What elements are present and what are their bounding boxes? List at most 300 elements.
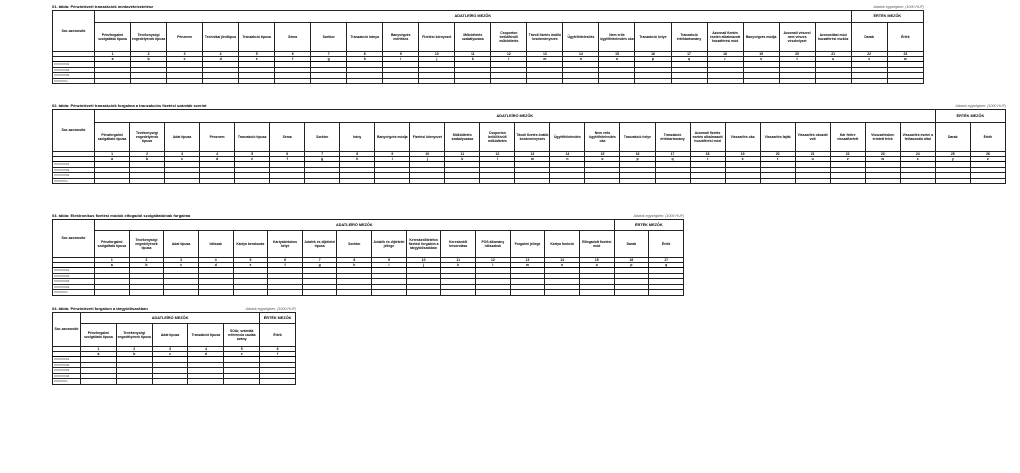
table-cell[interactable] [649,290,684,296]
column-letter: d [188,352,224,357]
column-header: Tevékenységi engedélyének típusa [116,324,152,347]
table-cell[interactable] [815,78,851,84]
column-number: 23 [887,52,923,57]
column-header: Tevékenységi engedélyének típusa [130,123,165,152]
column-number: 5 [224,347,260,352]
table-cell[interactable] [260,379,296,385]
column-header: Csoporton belüli/kívüli működtetés [480,123,515,152]
column-number: 1 [95,52,131,57]
row-id: XXXXXX03 [53,173,95,179]
column-number: 17 [671,52,707,57]
column-number: 19 [743,52,779,57]
column-letter: h [337,263,372,268]
column-header: Szektor [337,231,372,258]
row-id: XXXXXXn [53,290,95,296]
column-number: 18 [690,152,725,157]
column-number: 13 [510,258,545,263]
column-header: Jutalék és díjtételei típusa [302,231,337,258]
table-cell[interactable] [599,78,635,84]
table-cell[interactable] [515,178,550,184]
column-header: Tevékenységi engedélyének típusa [131,23,167,52]
column-letter: k [455,57,491,62]
table-cell[interactable] [131,78,167,84]
column-letter: c [167,57,203,62]
column-number: 19 [725,152,760,157]
sor-azonosito-header: Sor-azonosító [53,313,81,347]
table-cell[interactable] [198,290,233,296]
column-letter: p [635,57,671,62]
column-number: 5 [233,258,268,263]
table-cell[interactable] [203,78,239,84]
row-id: XXXXXX02 [53,67,95,73]
report-table [52,219,684,296]
value-group-header: ÉRTÉK MEZŐK [851,11,923,23]
table-04 [52,306,296,385]
column-number: 12 [480,152,515,157]
row-id: XXXXXX01 [53,357,81,363]
column-letter: d [198,263,233,268]
table-cell[interactable] [690,178,725,184]
row-id: XXXXXX03 [53,279,95,285]
column-number: 13 [527,52,563,57]
column-letter: z [970,157,1005,162]
column-letter: g [302,263,337,268]
row-id: XXXXXX04 [53,284,95,290]
table-cell[interactable] [550,178,585,184]
table-cell[interactable] [224,379,260,385]
column-header: POS állomány időszakok [476,231,511,258]
report-table [52,10,924,84]
column-number: 21 [795,152,830,157]
table-cell[interactable] [130,178,165,184]
table-caption: 03. tábla: Elektronikus fizetési módok elfogadói szolgáltatóinak forgalma [52,213,191,218]
column-header: Nem erős ügyfélhitelesítés oka [585,123,620,152]
table-row [53,178,1006,184]
data-group-header: ADATLEÍRÓ MEZŐK [95,11,852,23]
column-number: 8 [340,152,375,157]
column-number: 4 [203,52,239,57]
column-header: Irány [340,123,375,152]
column-number: 3 [167,52,203,57]
column-letter: e [239,57,275,62]
column-number: 5 [239,52,275,57]
column-header: Kereskedőtelefon fizetési forgalom a tárgyidőszakban [406,231,441,258]
column-header: Fizetési környezet [419,23,455,52]
column-letter: s [743,57,779,62]
column-number: 11 [441,258,476,263]
column-header: Pénznem [200,123,235,152]
column-number: 9 [372,258,407,263]
column-number: 10 [406,258,441,263]
table-cell[interactable] [527,78,563,84]
column-letter: c [152,352,188,357]
table-cell[interactable] [707,78,743,84]
column-number: 6 [270,152,305,157]
column-header: Visszaélés esetei a felhasználó által [900,123,935,152]
column-number: 2 [116,347,152,352]
table-cell[interactable] [233,290,268,296]
table-unit-note: Adatok egységben: (1000 HUF) [633,214,684,218]
column-header: Visszaélés okozott volt [795,123,830,152]
table-cell[interactable] [579,290,614,296]
table-cell[interactable] [95,178,130,184]
column-header: Séma [270,123,305,152]
table-cell[interactable] [383,78,419,84]
column-number: 1 [81,347,117,352]
value-group-header: ÉRTÉK MEZŐK [614,220,683,231]
table-cell[interactable] [455,78,491,84]
column-header: Tranzakció típusa [239,23,275,52]
table-cell[interactable] [851,78,887,84]
column-number: 6 [275,52,311,57]
column-letter: h [347,57,383,62]
column-number: 17 [649,258,684,263]
column-number: 12 [491,52,527,57]
column-letter: g [311,57,347,62]
row-id: XXXXXX01 [53,162,95,168]
column-header: Tevékenységi engedélyének típusa [129,231,164,258]
table-cell[interactable] [235,178,270,184]
column-header: Azonnali vészes/ nem vészes vészhelyzet [779,23,815,52]
table-cell[interactable] [116,379,152,385]
table-cell[interactable] [585,178,620,184]
column-letter: a [81,352,117,357]
column-number: 16 [620,152,655,157]
column-number: 20 [760,152,795,157]
report-table [52,109,1006,184]
column-number: 3 [164,258,199,263]
column-number: 14 [550,152,585,157]
column-letter: s [725,157,760,162]
table-cell[interactable] [510,290,545,296]
column-number: 17 [655,152,690,157]
column-number: 4 [200,152,235,157]
column-letter: c [164,263,199,268]
table-cell[interactable] [441,290,476,296]
column-number: 25 [935,152,970,157]
column-letter: h [340,157,375,162]
column-number: 8 [337,258,372,263]
column-header: Pénzforgalmi szolgáltató típusa [95,123,130,152]
table-row [53,290,684,296]
column-letter: r [707,57,743,62]
column-number: 15 [585,152,620,157]
column-letter: b [131,57,167,62]
table-cell[interactable] [635,78,671,84]
column-number: 15 [599,52,635,57]
table-cell[interactable] [275,78,311,84]
table-cell[interactable] [795,178,830,184]
column-header: Jutalék és díjtételei jellege [372,231,407,258]
column-letter: w [865,157,900,162]
row-id: XXXXXX01 [53,62,95,68]
column-number: 10 [410,152,445,157]
column-header: Szektor [311,23,347,52]
column-letter: i [375,157,410,162]
table-03 [52,213,684,296]
column-letter: l [476,263,511,268]
column-number: 22 [851,52,887,57]
column-number: 12 [476,258,511,263]
table-cell[interactable] [900,178,935,184]
column-letter: b [116,352,152,357]
column-letter: e [235,157,270,162]
column-header: Pénznem [167,23,203,52]
table-cell[interactable] [302,290,337,296]
column-header: Szektor [305,123,340,152]
table-caption-row [52,213,684,219]
column-letter: i [372,263,407,268]
table-cell[interactable] [480,178,515,184]
column-header: Kártya berakozás [233,231,268,258]
table-row [53,78,924,84]
column-letter: e [233,263,268,268]
column-number: 7 [302,258,337,263]
table-cell[interactable] [419,78,455,84]
table-cell[interactable] [563,78,599,84]
table-caption-row [52,306,296,312]
table-cell[interactable] [337,290,372,296]
column-header: Technikai jövőtípus [203,23,239,52]
table-caption: 01. tábla: Pénzintézeti tranzakciók mintavételeztetése [52,4,154,9]
column-letter: d [203,57,239,62]
column-header: Ügyfélhitelesítés [563,23,599,52]
table-cell[interactable] [887,78,923,84]
table-caption-row [52,103,1006,109]
sor-azonosito-header: Sor-azonosító [53,110,95,152]
column-header: Távoli fizetés önálló kezdeményezés [515,123,550,152]
table-unit-note: Adatok egységben: (1000 HUF) [955,104,1006,108]
column-number: 21 [815,52,851,57]
column-header: Visszaélésben érintett felek [865,123,900,152]
table-cell[interactable] [372,290,407,296]
column-letter: q [655,157,690,162]
table-cell[interactable] [152,379,188,385]
table-cell[interactable] [614,290,649,296]
column-letter: a [95,57,131,62]
row-id: XXXXXX02 [53,273,95,279]
column-number: 6 [260,347,296,352]
column-number: 4 [188,347,224,352]
column-letter: i [383,57,419,62]
column-header: Fizetési környezet [410,123,445,152]
value-column-header: Érték [260,324,296,347]
table-02 [52,103,1006,184]
column-number: 2 [129,258,164,263]
column-number: 16 [635,52,671,57]
column-letter: j [406,263,441,268]
table-cell[interactable] [445,178,480,184]
column-header: Ügyfélhitelesítés [550,123,585,152]
column-header: Működtetés szabályozása [455,23,491,52]
table-cell[interactable] [865,178,900,184]
table-cell[interactable] [129,290,164,296]
table-cell[interactable] [545,290,580,296]
table-cell[interactable] [375,178,410,184]
table-caption: 02. tábla: Pénzintézeti tranzakciók forgalma a tranzakciós fizetési számlák szerint [52,103,207,108]
column-number: 1 [95,152,130,157]
table-cell[interactable] [95,78,131,84]
table-cell[interactable] [165,178,200,184]
column-header: Pénzforgalmi szolgáltató típusa [95,23,131,52]
column-header: Kártya funkció [545,231,580,258]
table-cell[interactable] [779,78,815,84]
column-header: Kártyabirtokos helye [268,231,303,258]
table-cell[interactable] [347,78,383,84]
table-cell[interactable] [340,178,375,184]
column-header: Működtetés szabályozása [445,123,480,152]
column-header: Tranzakció típusa [188,324,224,347]
column-letter: n [563,57,599,62]
data-group-header: ADATLEÍRÓ MEZŐK [81,313,260,324]
column-header: Nem erős ügyfélhitelesítés oka [599,23,635,52]
row-id: XXXXXX03 [53,368,81,374]
table-cell[interactable] [95,290,130,296]
column-letter: m [515,157,550,162]
table-cell[interactable] [970,178,1005,184]
column-number: 2 [130,152,165,157]
column-letter: f [270,157,305,162]
column-number: 20 [779,52,815,57]
column-header: Azonnali fizetés esetén alkalmazott hozzáférési mód [690,123,725,152]
value-column-header: Érték [970,123,1005,152]
column-number: 11 [445,152,480,157]
column-header: Séma [275,23,311,52]
column-header: Tranzakció típusa [235,123,270,152]
column-header: Tranzakció helye [620,123,655,152]
column-number: 14 [563,52,599,57]
row-id: XXXXXX03 [53,73,95,79]
table-cell[interactable] [188,379,224,385]
column-number: 4 [198,258,233,263]
column-number: 26 [970,152,1005,157]
column-number: 10 [419,52,455,57]
column-letter: b [130,157,165,162]
column-header: Adat típusa [152,324,188,347]
column-number: 1 [95,258,130,263]
column-number: 8 [347,52,383,57]
table-cell[interactable] [655,178,690,184]
column-letter: x [900,157,935,162]
column-letter: n [545,263,580,268]
column-letter: m [527,57,563,62]
column-letter: n [550,157,585,162]
column-number: 23 [865,152,900,157]
column-header: Tranzakció értéktartomány [655,123,690,152]
column-letter: y [935,157,970,162]
column-header: Banyvégzés mértékea [383,23,419,52]
table-cell[interactable] [239,78,275,84]
column-header: Tranzakció értéktartomány [671,23,707,52]
table-cell[interactable] [476,290,511,296]
column-header: Forgalmi jellege [510,231,545,258]
column-header: Kár felére visszafizetett [830,123,865,152]
table-cell[interactable] [164,290,199,296]
table-cell[interactable] [305,178,340,184]
column-number: 5 [235,152,270,157]
column-header: Kereskedői besorolása [441,231,476,258]
column-letter: k [445,157,480,162]
column-header: Banyvégzés módja [743,23,779,52]
table-cell[interactable] [311,78,347,84]
column-letter: p [614,263,649,268]
value-column-header: Darab [935,123,970,152]
table-cell[interactable] [81,379,117,385]
column-number: 18 [707,52,743,57]
column-letter: d [200,157,235,162]
table-cell[interactable] [268,290,303,296]
column-header: Időszak [198,231,233,258]
column-number: 2 [131,52,167,57]
table-unit-note: Adatok egységben: (1000 HUF) [873,5,924,9]
row-id: XXXXXX01 [53,268,95,274]
table-cell[interactable] [406,290,441,296]
table-cell[interactable] [830,178,865,184]
column-letter: l [491,57,527,62]
column-header: Tranzakció helye [635,23,671,52]
column-letter: b [129,263,164,268]
value-column-header: Érték [887,23,923,52]
table-cell[interactable] [270,178,305,184]
column-letter: w [887,57,923,62]
table-cell[interactable] [491,78,527,84]
column-letter: k [441,263,476,268]
row-id: XXXXXX02 [53,167,95,173]
column-number: 3 [165,152,200,157]
column-header: Azonnali fizetés esetén alkalmazott hozzáférési mód [707,23,743,52]
column-header: Adat típusa [165,123,200,152]
column-letter: q [671,57,707,62]
column-number: 22 [830,152,865,157]
column-letter: t [760,157,795,162]
column-header: Elfogadott fizetési mód [579,231,614,258]
column-header: Pénzforgalmi szolgáltató típusa [81,324,117,347]
table-cell[interactable] [760,178,795,184]
column-header: Pénzforgalmi szolgáltató típusa [95,231,130,258]
table-cell[interactable] [935,178,970,184]
column-letter: j [410,157,445,162]
column-letter: c [165,157,200,162]
column-number: 6 [268,258,303,263]
column-letter: j [419,57,455,62]
column-header: SOAr, számlák referencia cauláa avány [224,324,260,347]
column-header: Adat típusa [164,231,199,258]
column-letter: a [95,157,130,162]
column-number: 14 [545,258,580,263]
column-number: 7 [305,152,340,157]
data-group-header: ADATLEÍRÓ MEZŐK [95,110,936,123]
column-letter: e [224,352,260,357]
table-cell[interactable] [200,178,235,184]
column-letter: u [815,57,851,62]
table-cell[interactable] [671,78,707,84]
column-letter: t [779,57,815,62]
table-caption-row [52,4,924,10]
table-cell[interactable] [620,178,655,184]
table-cell[interactable] [743,78,779,84]
value-column-header: Érték [649,231,684,258]
column-header: Tranzakció iránya [347,23,383,52]
value-column-header: Darab [851,23,887,52]
table-cell[interactable] [725,178,760,184]
row-id: XXXXXXn [53,178,95,184]
column-header: Csoporton belüli/kívüli működtetés [491,23,527,52]
table-cell[interactable] [167,78,203,84]
column-letter: o [585,157,620,162]
table-cell[interactable] [410,178,445,184]
row-id: XXXXXX04 [53,373,81,379]
column-header: Banyvégzés módja [375,123,410,152]
